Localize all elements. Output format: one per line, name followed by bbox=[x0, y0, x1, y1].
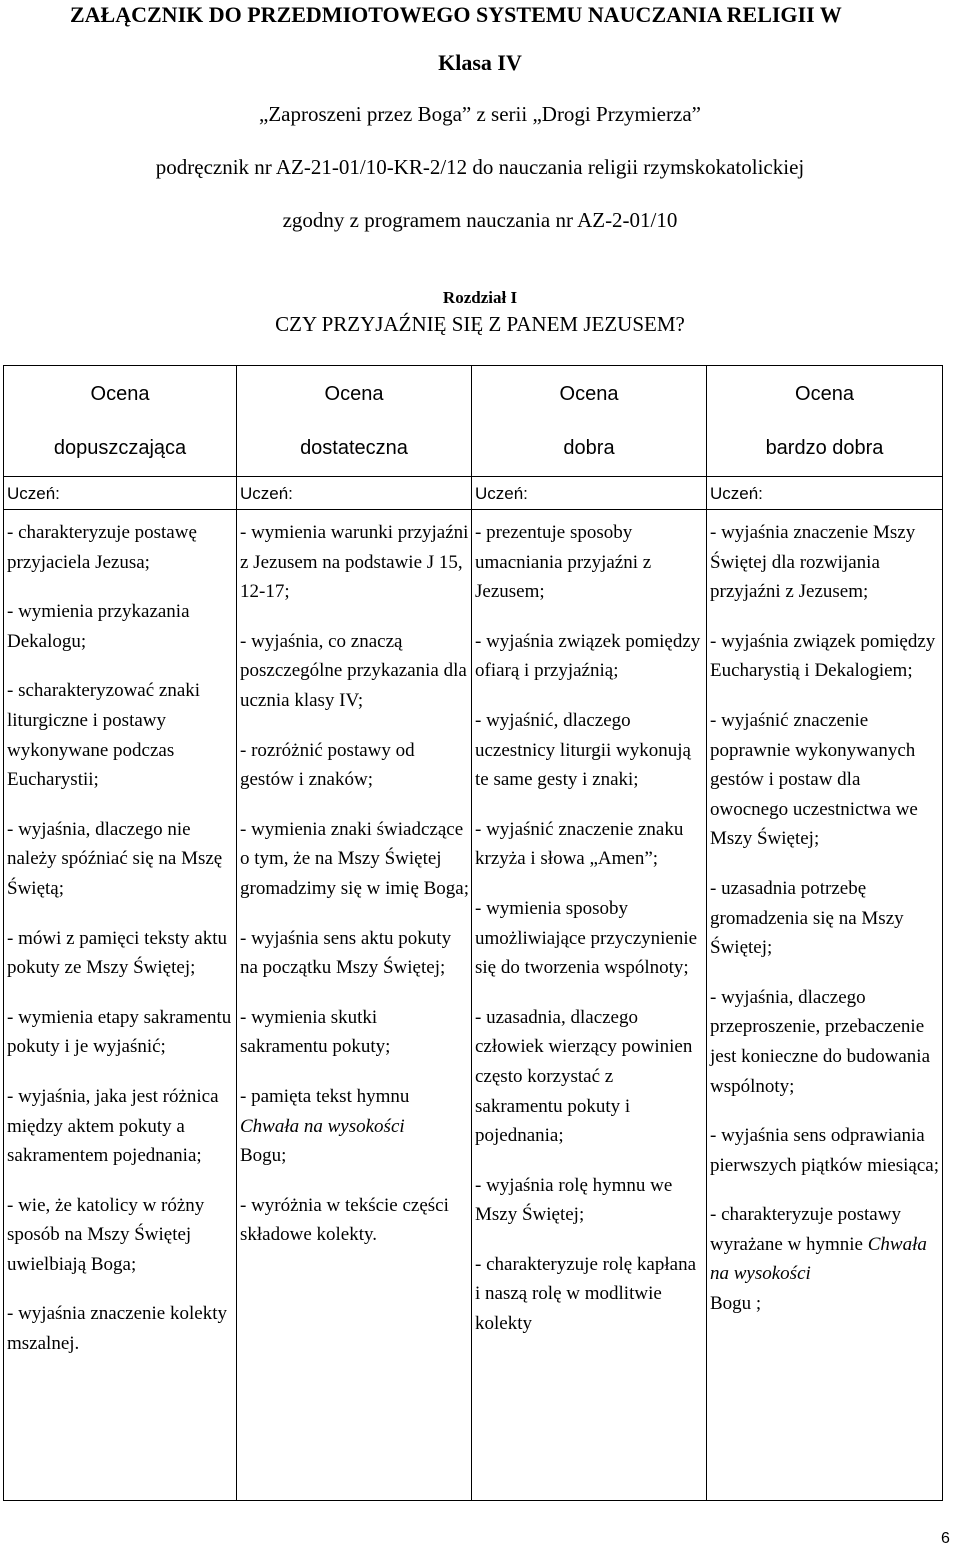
requirement-item: - mówi z pamięci teksty aktu pokuty ze Mszy Świętej; bbox=[7, 927, 228, 979]
hymn-title: Chwała na wysokości bbox=[710, 1233, 927, 1285]
grade-header-dopuszczajaca bbox=[4, 366, 237, 477]
requirement-item: - wyjaśnić znaczenie poprawnie wykonywanych gestów i postaw dla owocnego uczestnictwa we Mszy Świętej; bbox=[710, 709, 918, 850]
grade-header-bardzo-dobra bbox=[707, 366, 943, 477]
requirement-item: - charakteryzuje rolę kapłana i naszą rolę w modlitwie kolekty bbox=[475, 1253, 697, 1335]
requirement-item: - wyjaśnić, dlaczego uczestnicy liturgii wykonują te same gesty i znaki; bbox=[475, 709, 691, 791]
requirement-item: - wyjaśnia, dlaczego nie należy spóźniać się na Mszę Świętą; bbox=[7, 818, 223, 899]
requirement-item: - wyjaśnia, jaka jest różnica między aktem pokuty a sakramentem pojednania; bbox=[7, 1085, 219, 1167]
requirement-text: - pamięta tekst hymnu bbox=[240, 1085, 410, 1107]
requirements-row bbox=[4, 510, 943, 1501]
requirement-item: - uzasadnia potrzebę gromadzenia się na Mszy Świętej; bbox=[710, 877, 904, 959]
grade-name: dopuszczająca bbox=[53, 437, 187, 459]
grades-table bbox=[3, 365, 943, 1501]
requirement-item: - rozróżnić postawy od gestów i znaków; bbox=[240, 739, 415, 791]
requirement-item: - charakteryzuje postawę przyjaciela Jezusa; bbox=[7, 522, 197, 573]
requirement-item: - wyjaśnia znaczenie Mszy Świętej dla rozwijania przyjaźni z Jezusem; bbox=[710, 522, 916, 603]
requirement-item-hymn bbox=[710, 1200, 940, 1318]
student-label: Uczeń: bbox=[472, 477, 707, 510]
requirement-item: - uzasadnia, dlaczego człowiek wierzący powinien często korzystać z sakramentu pokuty i pojednania; bbox=[475, 1006, 693, 1147]
page-number: 6 bbox=[941, 1530, 950, 1547]
student-label: Uczeń: bbox=[237, 477, 472, 510]
requirement-item: - wymienia znaki świadczące o tym, że na Mszy Świętej gromadzimy się w imię Boga; bbox=[240, 818, 470, 899]
grade-word: Ocena bbox=[795, 383, 854, 405]
requirement-item: - wyjaśnić znaczenie znaku krzyża i słowa „Amen”; bbox=[475, 818, 684, 870]
requirement-text: Bogu ; bbox=[710, 1293, 762, 1315]
requirements-dopuszczajaca bbox=[4, 510, 237, 1501]
grade-name: bardzo dobra bbox=[765, 437, 884, 459]
requirement-item: - wyjaśnia rolę hymnu we Mszy Świętej; bbox=[475, 1174, 673, 1226]
requirements-dostateczna bbox=[237, 510, 472, 1501]
requirement-item: - wyjaśnia, dlaczego przeproszenie, przebaczenie jest konieczne do budowania wspólnoty; bbox=[710, 986, 931, 1097]
grade-header-row bbox=[4, 366, 943, 477]
grade-header-dobra bbox=[472, 366, 707, 477]
chapter-label: Rozdział I bbox=[442, 288, 518, 307]
requirement-item: - wymienia skutki sakramentu pokuty; bbox=[240, 1006, 391, 1058]
curriculum-line: zgodny z programem nauczania nr AZ-2-01/10 bbox=[282, 208, 678, 232]
requirement-item: - wyjaśnia związek pomiędzy Eucharystią i Dekalogiem; bbox=[710, 630, 936, 682]
series-line: „Zaproszeni przez Boga” z serii „Drogi Przymierza” bbox=[259, 102, 701, 126]
requirement-item: - wymienia sposoby umożliwiające przyczynienie się do tworzenia wspólnoty; bbox=[475, 897, 698, 979]
grade-name: dostateczna bbox=[300, 437, 408, 459]
requirements-bardzo-dobra bbox=[707, 510, 943, 1501]
requirement-item: - wyjaśnia znaczenie kolekty mszalnej. bbox=[7, 1303, 227, 1355]
grade-word: Ocena bbox=[559, 383, 619, 405]
requirement-item: - wie, że katolicy w różny sposób na Mszy Świętej uwielbiają Boga; bbox=[7, 1194, 205, 1275]
class-heading: Klasa IV bbox=[438, 50, 522, 75]
grade-name: dobra bbox=[563, 437, 615, 459]
requirement-item: - wyróżnia w tekście części składowe kolekty. bbox=[240, 1194, 449, 1246]
requirement-item: - wyjaśnia sens odprawiania pierwszych piątków miesiąca; bbox=[710, 1125, 939, 1176]
grade-word: Ocena bbox=[324, 383, 384, 405]
student-label: Uczeń: bbox=[707, 477, 943, 510]
requirement-item-hymn bbox=[240, 1082, 469, 1171]
document-title: ZAŁĄCZNIK DO PRZEDMIOTOWEGO SYSTEMU NAUCZANIA RELIGII W bbox=[70, 2, 842, 27]
chapter-title: CZY PRZYJAŹNIĘ SIĘ Z PANEM JEZUSEM? bbox=[275, 312, 685, 336]
requirement-item: - wymienia warunki przyjaźni z Jezusem na podstawie J 15, 12-17; bbox=[240, 522, 469, 603]
requirement-item: - prezentuje sposoby umacniania przyjaźni z Jezusem; bbox=[475, 522, 652, 603]
requirement-item: - wyjaśnia związek pomiędzy ofiarą i przyjaźnią; bbox=[475, 630, 701, 682]
requirement-item: - wyjaśnia sens aktu pokuty na początku Mszy Świętej; bbox=[240, 927, 452, 979]
requirements-dobra bbox=[472, 510, 707, 1501]
grade-word: Ocena bbox=[90, 383, 150, 405]
hymn-title: Chwała na wysokości bbox=[240, 1115, 405, 1137]
student-row bbox=[4, 477, 943, 510]
requirement-text: Bogu; bbox=[240, 1145, 287, 1167]
textbook-line: podręcznik nr AZ-21-01/10-KR-2/12 do nauczania religii rzymskokatolickiej bbox=[155, 155, 805, 179]
requirement-item: - wymienia przykazania Dekalogu; bbox=[7, 601, 190, 652]
requirement-item: - wyjaśnia, co znaczą poszczególne przykazania dla ucznia klasy IV; bbox=[240, 630, 467, 711]
requirement-item: - scharakteryzować znaki liturgiczne i postawy wykonywane podczas Eucharystii; bbox=[7, 680, 201, 791]
requirement-item: - wymienia etapy sakramentu pokuty i je wyjaśnić; bbox=[7, 1006, 232, 1058]
requirement-text: - charakteryzuje postawy wyrażane w hymnie bbox=[710, 1204, 901, 1255]
grade-header-dostateczna bbox=[237, 366, 472, 477]
student-label: Uczeń: bbox=[4, 477, 237, 510]
